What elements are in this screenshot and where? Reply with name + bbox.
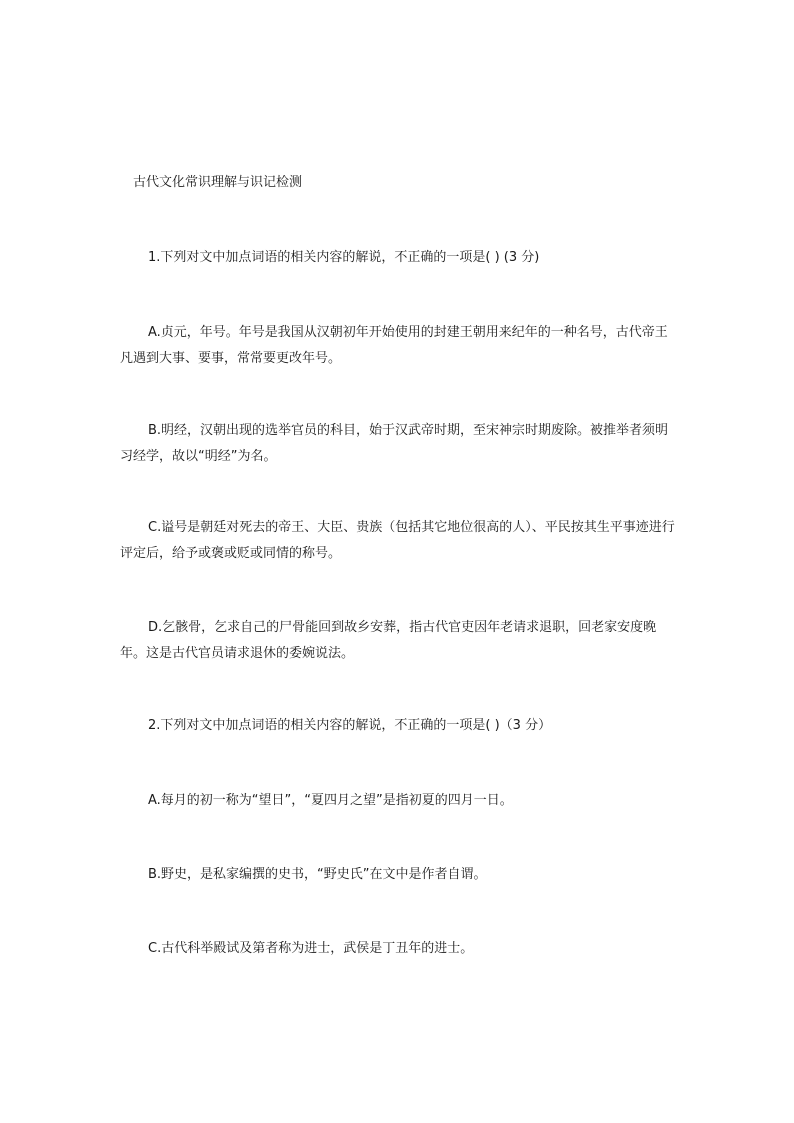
question-1-option-c: C.谥号是朝廷对死去的帝王、大臣、贵族（包括其它地位很高的人）、平民按其生平事迹进行评定后，给予或褒或贬或同情的称号。 <box>120 520 675 561</box>
question-2-option-b: B.野史，是私家编撰的史书，“野史氏”在文中是作者自谓。 <box>148 867 487 882</box>
question-1-option-a: A.贞元，年号。年号是我国从汉朝初年开始使用的封建王朝用来纪年的一种名号，古代帝王凡遇到大事、要事，常常要更改年号。 <box>120 325 668 366</box>
question-1-option-b: B.明经，汉朝出现的选举官员的科目，始于汉武帝时期，至宋神宗时期废除。被推举者须明习经学，故以“明经”为名。 <box>120 423 669 464</box>
question-1-stem: 1.下列对文中加点词语的相关内容的解说，不正确的一项是( ) (3 分) <box>148 250 540 265</box>
question-2-option-c: C.古代科举殿试及第者称为进士，武侯是丁丑年的进士。 <box>148 941 474 956</box>
question-1-option-d: D.乞骸骨，乞求自己的尸骨能回到故乡安葬，指古代官吏因年老请求退职，回老家安度晚年。这是古代官员请求退休的委婉说法。 <box>120 620 657 661</box>
question-2-stem: 2.下列对文中加点词语的相关内容的解说，不正确的一项是( )（3 分） <box>148 718 552 733</box>
document-title: 古代文化常识理解与识记检测 <box>133 175 303 190</box>
question-2-option-a: A.每月的初一称为“望日”，“夏四月之望”是指初夏的四月一日。 <box>148 793 513 808</box>
